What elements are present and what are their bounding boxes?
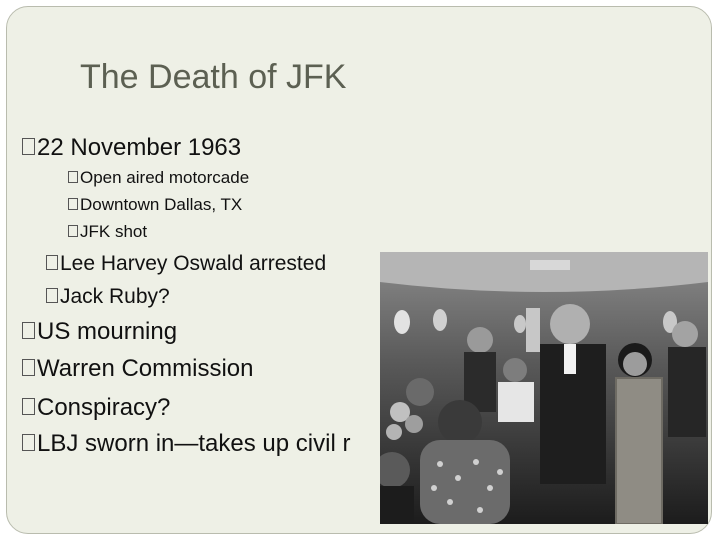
bullet-icon [22, 138, 35, 155]
bullet-icon [46, 288, 58, 303]
bullet-icon [22, 398, 35, 415]
bullet-item [46, 285, 170, 309]
bullet-icon [22, 434, 35, 451]
bullet-text: Downtown Dallas, TX [80, 195, 243, 214]
bullet-text: Jack Ruby? [60, 285, 170, 308]
bullet-text: 22 November 1963 [37, 134, 242, 161]
swearing-in-photo [380, 252, 708, 524]
photo-illustration [380, 252, 708, 524]
bullet-item [68, 195, 242, 215]
bullet-icon [22, 359, 35, 376]
slide-title: The Death of JFK [80, 58, 347, 96]
bullet-item [22, 355, 253, 383]
bullet-item [46, 252, 326, 276]
bullet-text: US mourning [37, 318, 178, 345]
bullet-item [22, 430, 350, 458]
bullet-icon [46, 255, 58, 270]
bullet-text: Open aired motorcade [80, 168, 250, 187]
bullet-item [22, 134, 241, 162]
bullet-text: Conspiracy? [37, 394, 171, 421]
bullet-text: JFK shot [80, 222, 148, 241]
bullet-icon [22, 322, 35, 339]
bullet-text: Warren Commission [37, 355, 254, 382]
bullet-icon [68, 198, 78, 210]
bullet-text: LBJ sworn in—takes up civil r [37, 430, 351, 457]
bullet-item [22, 318, 177, 346]
bullet-item [68, 168, 249, 188]
bullet-item [22, 394, 170, 422]
bullet-icon [68, 225, 78, 237]
bullet-text: Lee Harvey Oswald arrested [60, 252, 327, 275]
bullet-item [68, 222, 147, 242]
bullet-icon [68, 171, 78, 183]
